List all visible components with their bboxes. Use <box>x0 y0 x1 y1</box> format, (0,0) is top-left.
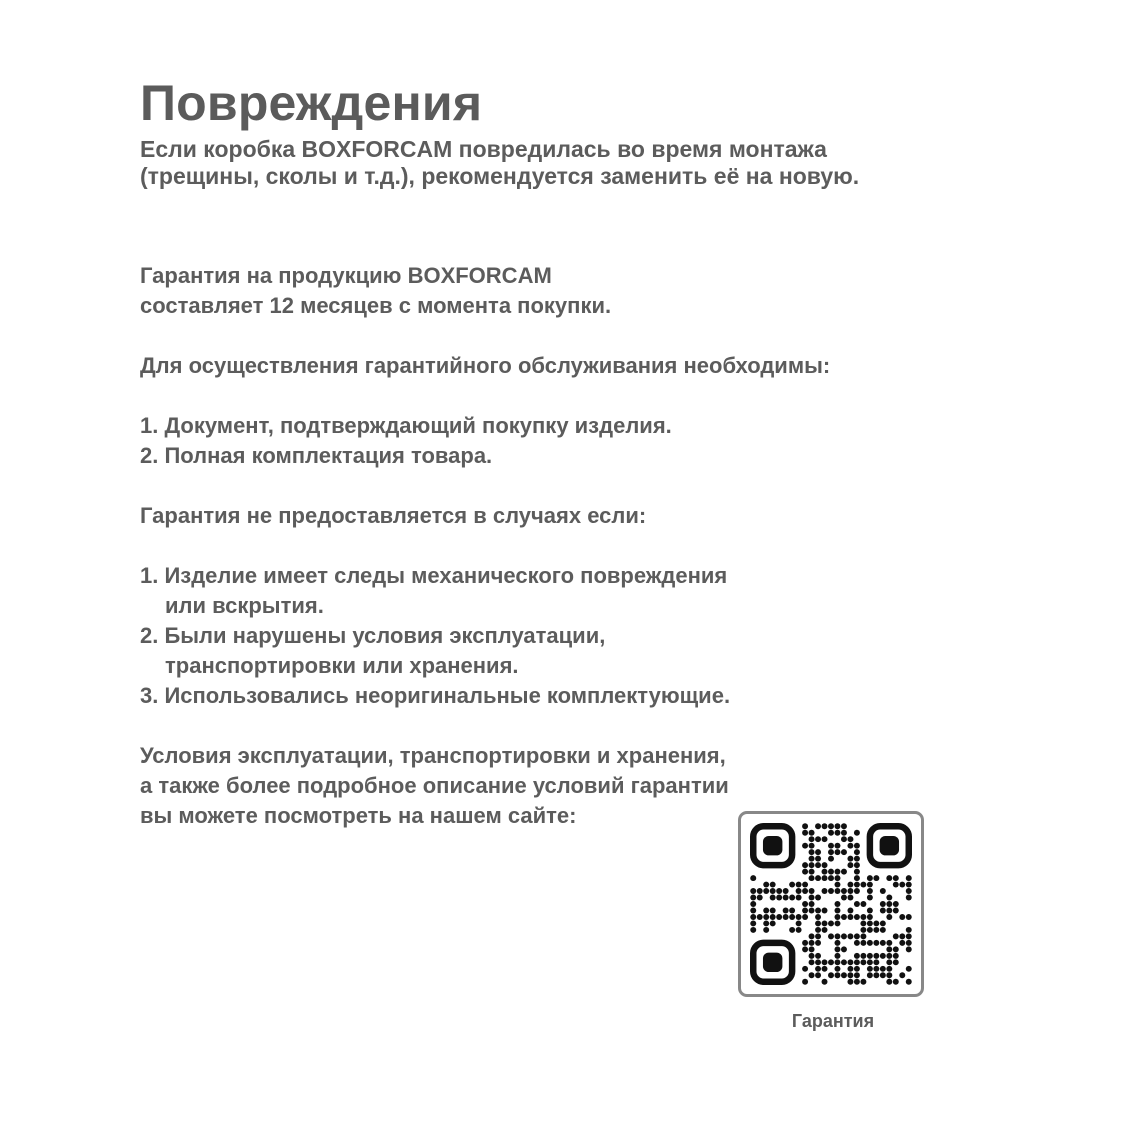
exclusions-heading: Гарантия не предоставляется в случаях если: <box>140 503 647 528</box>
qr-code-icon <box>750 823 912 985</box>
more-info-line: Условия эксплуатации, транспортировки и хранения, <box>140 743 726 768</box>
damage-notice-line-1: Если коробка BOXFORCAM повредилась во время монтажа <box>140 136 827 162</box>
qr-label: Гарантия <box>791 1011 875 1031</box>
warranty-period-line-1: Гарантия на продукцию BOXFORCAM <box>140 263 552 288</box>
page-title: Повреждения <box>140 75 483 131</box>
more-info-line: а также более подробное описание условий гарантии <box>140 773 729 798</box>
warranty-period-line-2: составляет 12 месяцев с момента покупки. <box>140 293 612 318</box>
damage-notice-line-2: (трещины, сколы и т.д.), рекомендуется заменить её на новую. <box>140 163 860 189</box>
required-heading: Для осуществления гарантийного обслуживания необходимы: <box>140 353 831 378</box>
warranty-section <box>140 261 960 831</box>
exclusion-item: 1. Изделие имеет следы механического повреждения <box>140 563 728 588</box>
warranty-qr-code[interactable] <box>738 811 924 997</box>
exclusion-item: 3. Использовались неоригинальные комплектующие. <box>140 683 731 708</box>
required-item: 2. Полная комплектация товара. <box>140 443 493 468</box>
exclusion-item-continued: транспортировки или хранения. <box>165 653 519 678</box>
damage-notice <box>140 136 940 190</box>
exclusion-item: 2. Были нарушены условия эксплуатации, <box>140 623 606 648</box>
exclusion-item-continued: или вскрытия. <box>165 593 324 618</box>
required-item: 1. Документ, подтверждающий покупку изделия. <box>140 413 672 438</box>
more-info-line: вы можете посмотреть на нашем сайте: <box>140 803 577 828</box>
